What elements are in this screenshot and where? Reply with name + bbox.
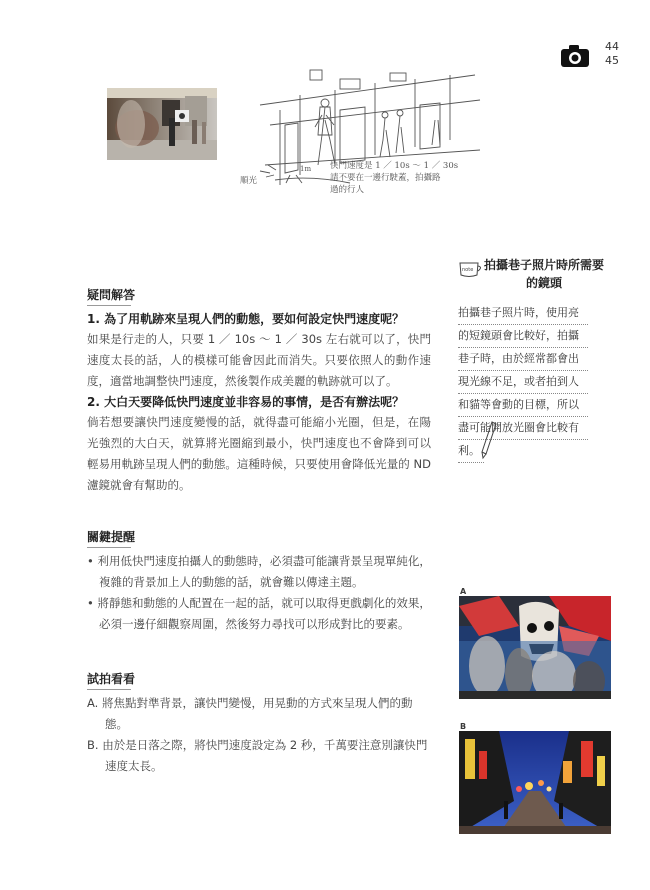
page-number-right: 45 (605, 54, 619, 67)
answer-1: 如果是行走的人，只要 1 ／ 10s ～ 1 ／ 30s 左右就可以了，快門速度太長的話，人的模樣可能會因此而消失。只要依照人的動作速度，適當地調整快門速度，然後製作成美麗的軌跡就可以了。 (87, 332, 431, 388)
note-title: 拍攝巷子照片時所需要的鏡頭 (484, 258, 605, 290)
key-points-section (87, 528, 431, 635)
note-line: 巷子時，由於經常都會出 (458, 348, 588, 371)
qa-title: 疑問解答 (87, 286, 131, 306)
try-step-a: A. 將焦點對準背景，讓快門變慢，用晃動的方式來呈現人們的動態。 (87, 696, 413, 731)
qa-section (87, 286, 431, 496)
page-numbers (597, 40, 627, 68)
page-number-left: 44 (605, 40, 619, 53)
photo-a-graffiti-street (459, 596, 611, 699)
note-cup-icon (458, 258, 484, 278)
key-points-title: 關鍵提醒 (87, 528, 131, 548)
note-line: 現光線不足，或者拍到人 (458, 371, 588, 394)
note-line: 的短鏡頭會比較好，拍攝 (458, 325, 588, 348)
pencil-icon (478, 420, 498, 460)
photo-b-night-street (459, 731, 611, 834)
sketch-note-line: 快門速度是 1 ／ 10s ～ 1 ／ 30s (330, 161, 459, 171)
sketch-note-line: 請不要在一邊行駛蓋，拍攝路 (330, 173, 441, 183)
note-line: 盡可能開放光圈會比較有 (458, 417, 588, 440)
note-line: 利。 (458, 440, 484, 463)
note-icon-label: note (462, 267, 474, 273)
answer-2: 倘若想要讓快門速度變慢的話，就得盡可能縮小光圈，但是，在陽光強烈的大白天，就算將光圈縮到最小，快門速度也不會降到可以輕易用軌跡呈現人們的動態。這種時候，只要使用會降低光量的 ND 濾鏡就會有幫助的。 (87, 415, 431, 492)
question-2: 2. 大白天要降低快門速度並非容易的事情，是否有辦法呢？ (87, 395, 405, 409)
photo-a-label: A (460, 587, 467, 596)
note-line: 拍攝巷子照片時，使用亮 (458, 302, 588, 325)
question-1: 1. 為了用軌跡來呈現人們的動態，要如何設定快門速度呢？ (87, 312, 405, 326)
photo-b-label: B (460, 722, 467, 731)
sketch-label-distance: 1m (300, 165, 312, 173)
note-line: 和貓等會動的目標，所以 (458, 394, 588, 417)
camera-icon (560, 44, 590, 68)
street-sketch-illustration (240, 65, 490, 205)
key-point-item: • 利用低快門速度拍攝人的動態時，必須盡可能讓背景呈現單純化，複雜的背景加上人的動態的話，就會難以傳達主題。 (87, 554, 431, 589)
key-point-item: • 將靜態和動態的人配置在一起的話，就可以取得更戲劇化的效果，必須一邊仔細觀察周圍，然後努力尋找可以形成對比的要素。 (87, 596, 431, 631)
sketch-label-backlight: 順光 (240, 176, 258, 186)
try-step-b: B. 由於是日落之際，將快門速度設定為 2 秒，千萬要注意別讓快門速度太長。 (87, 738, 428, 773)
sketch-note-line: 過的行人 (330, 185, 365, 195)
try-it-section (87, 670, 431, 777)
try-it-title: 試拍看看 (87, 670, 131, 690)
street-blur-photo (107, 88, 217, 160)
